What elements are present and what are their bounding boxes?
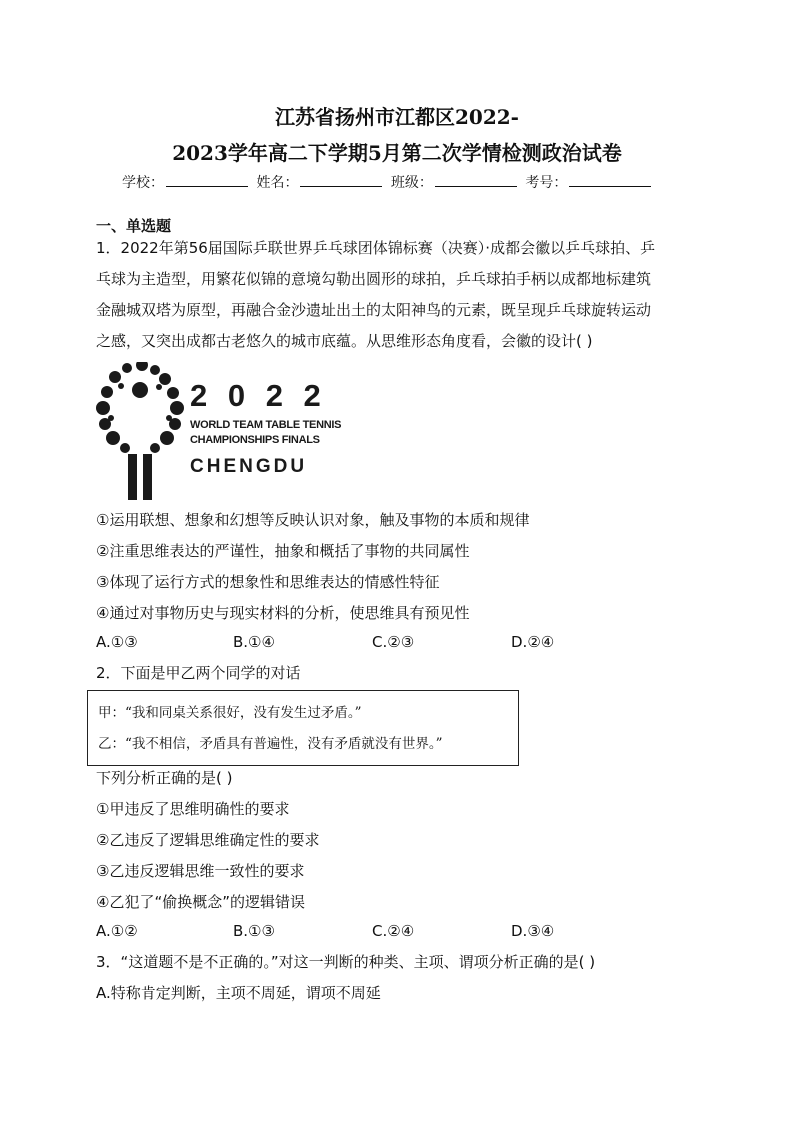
choice-c[interactable]: C.②③ [372, 633, 415, 651]
question-3-stem: 3．“这道题不是不正确的。”对这一判断的种类、主项、谓项分析正确的是( ) [96, 953, 596, 971]
question-1-stem [96, 233, 696, 357]
school-blank [166, 172, 248, 187]
question-1-line: 之感，又突出成都古老悠久的城市底蕴。从思维形态角度看，会徽的设计( ) [96, 332, 593, 350]
choice-d[interactable]: D.②④ [511, 633, 555, 651]
logo-year: 2 0 2 2 [190, 378, 327, 413]
class-blank [435, 172, 517, 187]
logo-city: CHENGDU [190, 456, 308, 477]
school-label: 学校： [122, 175, 164, 191]
question-2-option-4: ④乙犯了“偷换概念”的逻辑错误 [96, 893, 305, 911]
question-1-option-4: ④通过对事物历史与现实材料的分析，使思维具有预见性 [96, 604, 470, 622]
question-2-option-2: ②乙违反了逻辑思维确定性的要求 [96, 831, 320, 849]
question-2-option-1: ①甲违反了思维明确性的要求 [96, 800, 290, 818]
name-label: 姓名： [256, 175, 299, 191]
choice-d[interactable]: D.③④ [511, 922, 555, 940]
class-label: 班级： [390, 175, 433, 191]
number-blank [569, 172, 651, 187]
student-info-row [122, 172, 682, 192]
question-1-option-2: ②注重思维表达的严谨性，抽象和概括了事物的共同属性 [96, 542, 470, 560]
section-heading: 一、单选题 [96, 217, 172, 235]
question-2-option-3: ③乙违反逻辑思维一致性的要求 [96, 862, 305, 880]
number-label: 考号： [525, 175, 568, 191]
question-1-line: 金融城双塔为原型，再融合金沙遗址出土的太阳神鸟的元素，既呈现乒乓球旋转运动 [96, 301, 652, 319]
question-2-stem: 2．下面是甲乙两个同学的对话 [96, 664, 301, 682]
logo-line1: WORLD TEAM TABLE TENNIS [190, 419, 342, 431]
question-1-option-1: ①运用联想、想象和幻想等反映认识对象，触及事物的本质和规律 [96, 511, 530, 529]
question-1-option-3: ③体现了运行方式的想象性和思维表达的情感性特征 [96, 573, 440, 591]
choice-b[interactable]: B.①④ [233, 633, 275, 651]
dialog-line-jia: 甲：“我和同桌关系很好，没有发生过矛盾。” [98, 705, 362, 721]
choice-b[interactable]: B.①③ [233, 922, 275, 940]
logo-line2: CHAMPIONSHIPS FINALS [190, 434, 320, 446]
name-blank [300, 172, 382, 187]
question-2-prompt: 下列分析正确的是( ) [96, 769, 233, 787]
question-3-option-a[interactable]: A.特称肯定判断，主项不周延，谓项不周延 [96, 984, 381, 1002]
choice-a[interactable]: A.①② [96, 922, 138, 940]
dialog-line-yi: 乙：“我不相信，矛盾具有普遍性，没有矛盾就没有世界。” [98, 736, 443, 752]
choice-c[interactable]: C.②④ [372, 922, 415, 940]
exam-title-line1: 江苏省扬州市江都区2022- [275, 105, 519, 129]
question-1-line: 乓球为主造型，用繁花似锦的意境勾勒出圆形的球拍，乒乓球拍手柄以成都地标建筑 [96, 270, 652, 288]
question-1-line: 1．2022年第56届国际乒联世界乒乓球团体锦标赛（决赛）·成都会徽以乒乓球拍、乒 [96, 239, 656, 257]
choice-a[interactable]: A.①③ [96, 633, 138, 651]
exam-title-line2: 2023学年高二下学期5月第二次学情检测政治试卷 [172, 141, 622, 165]
dialog-box [87, 690, 519, 766]
